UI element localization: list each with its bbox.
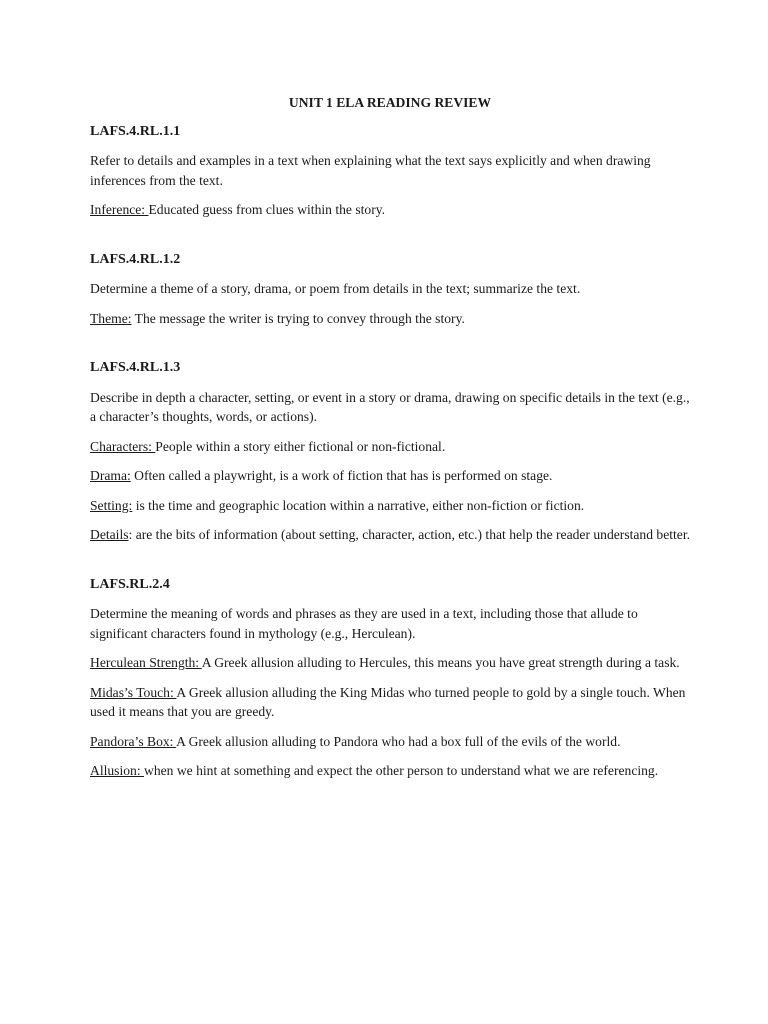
term-text: Educated guess from clues within the story.: [148, 202, 386, 217]
term-label: Pandora’s Box:: [90, 733, 177, 749]
term-text: A Greek allusion alluding to Pandora who had a box full of the evils of the world.: [176, 733, 621, 749]
term-label: Midas’s Touch:: [90, 684, 177, 700]
term-definition: [90, 200, 690, 220]
standard-code: LAFS.4.RL.1.1: [90, 123, 181, 139]
standard-code: LAFS.4.RL.1.3: [90, 360, 181, 375]
term-definition: [90, 496, 690, 516]
term-label: Allusion:: [90, 763, 145, 778]
term-definition: [90, 466, 690, 486]
term-definition: [90, 732, 690, 752]
standard-section: [90, 575, 690, 781]
standard-section: [90, 122, 690, 220]
standard-description: Determine a theme of a story, drama, or poem from details in the text; summarize the text.: [90, 281, 581, 296]
standard-section: [90, 250, 690, 329]
term-text: The message the writer is trying to convey through the story.: [131, 310, 465, 326]
term-definition: [90, 683, 690, 722]
standard-description: Determine the meaning of words and phrases as they are used in a text, including those that allude to significant characters found in mythology (e.g., Herculean).: [90, 606, 638, 641]
term-definition: [90, 761, 690, 781]
standard-description: Describe in depth a character, setting, or event in a story or drama, drawing on specific details in the text (e.g., a character’s thoughts, words, or actions).: [90, 389, 690, 424]
term-label: Details: [90, 527, 129, 542]
term-label: Drama:: [90, 468, 131, 483]
term-text: A Greek allusion alluding to Hercules, this means you have great strength during a task.: [201, 655, 680, 670]
standard-section: [90, 358, 690, 545]
term-label: Herculean Strength:: [90, 655, 202, 670]
standard-description: Refer to details and examples in a text when explaining what the text says explicitly and when drawing inferences from the text.: [90, 153, 651, 188]
term-label: Characters:: [90, 438, 156, 454]
document-title: UNIT 1 ELA READING REVIEW: [288, 95, 492, 110]
term-label: Inference:: [90, 202, 149, 217]
term-definition: [90, 437, 690, 457]
standard-code: LAFS.4.RL.1.2: [90, 251, 181, 267]
term-definition: [90, 653, 690, 673]
term-text: is the time and geographic location within a narrative, either non-fiction or fiction.: [132, 497, 585, 513]
standard-code: LAFS.RL.2.4: [90, 576, 170, 592]
term-definition: [90, 309, 690, 329]
term-text: People within a story either fictional or non-fictional.: [155, 438, 446, 454]
term-label: Setting:: [90, 497, 133, 513]
term-definition: [90, 525, 690, 545]
term-text: when we hint at something and expect the other person to understand what we are referencing.: [144, 763, 659, 778]
document-page: [90, 93, 690, 791]
term-text: Often called a playwright, is a work of fiction that has is performed on stage.: [130, 468, 553, 483]
term-label: Theme:: [90, 310, 132, 326]
term-text: : are the bits of information (about setting, character, action, etc.) that help the reader understand better.: [128, 527, 691, 542]
term-text: A Greek allusion alluding the King Midas who turned people to gold by a single touch. When used it means that you are greedy.: [90, 684, 686, 719]
